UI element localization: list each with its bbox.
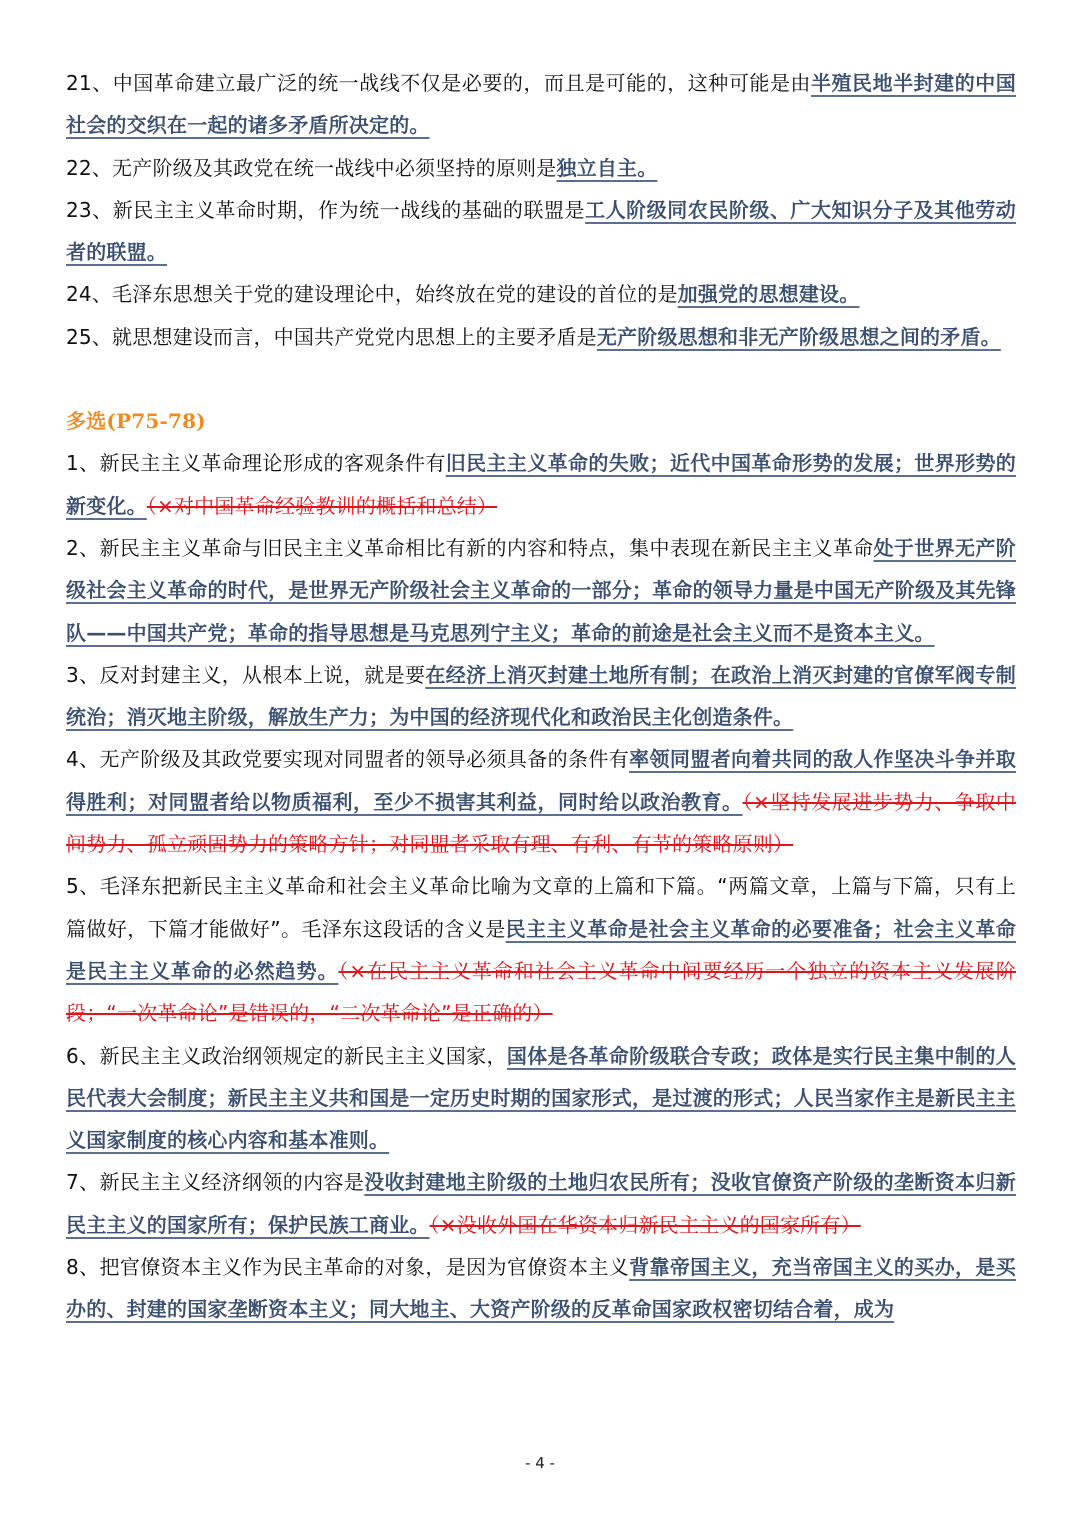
multi-question-1 [66,442,1016,527]
question-stem: 22、无产阶级及其政党在统一战线中必须坚持的原则是 [66,155,557,180]
question-stem: 5、毛泽东把新民主主义革命和社会主义革命比喻为文章的上篇和下篇。“两篇文章，上篇与下篇，只有上篇做好，下篇才能做好”。毛泽东这段话的含义是 [66,874,1016,941]
answer-text: 国体是各革命阶级联合专政；政体是实行民主集中制的人民代表大会制度；新民主主义共和国是一定历史时期的国家形式，是过渡的形式；人民当家作主是新民主主义国家制度的核心内容和基本准则。 [66,1043,1016,1153]
question-25 [66,316,1016,358]
answer-text: 加强党的思想建设。 [677,282,860,307]
answer-text: 民主主义革命是社会主义革命的必要准备；社会主义革命是民主主义革命的必然趋势。 [66,916,1016,983]
multi-question-2 [66,527,1016,654]
multi-question-6 [66,1035,1016,1162]
question-stem: 6、新民主主义政治纲领规定的新民主主义国家， [66,1043,507,1068]
question-24 [66,273,1016,315]
question-stem: 25、就思想建设而言，中国共产党党内思想上的主要矛盾是 [66,324,597,349]
answer-text: 工人阶级同农民阶级、广大知识分子及其他劳动者的联盟。 [66,197,1016,265]
multi-question-3 [66,654,1016,739]
page-number: - 4 - [525,1454,555,1472]
question-stem: 23、新民主主义革命时期，作为统一战线的基础的联盟是 [66,197,586,222]
answer-text: 背靠帝国主义，充当帝国主义的买办，是买办的、封建的国家垄断资本主义；同大地主、大资产阶级的反革命国家政权密切结合着，成为 [66,1255,1016,1322]
answer-text: 旧民主主义革命的失败；近代中国革命形势的发展；世界形势的新变化。 [66,451,1016,518]
answer-text: 没收封建地主阶级的土地归农民所有；没收官僚资产阶级的垄断资本归新民主主义的国家所有；保护民族工商业。 [66,1170,1016,1237]
question-stem: 2、新民主主义革命与旧民主主义革命相比有新的内容和特点，集中表现在新民主主义革命 [66,535,874,560]
question-stem: 21、中国革命建立最广泛的统一战线不仅是必要的，而且是可能的，这种可能是由 [66,71,811,95]
answer-text: 在经济上消灭封建土地所有制；在政治上消灭封建的官僚军阀专制统治；消灭地主阶级，解放生产力；为中国的经济现代化和政治民主化创造条件。 [66,662,1016,730]
question-23 [66,189,1016,274]
wrong-option-note: （×对中国革命经验教训的概括和总结） [146,493,498,518]
multi-question-7 [66,1161,1016,1246]
multi-question-4 [66,738,1016,865]
answer-text: 独立自主。 [556,155,658,180]
question-stem: 24、毛泽东思想关于党的建设理论中，始终放在党的建设的首位的是 [66,282,678,307]
question-stem: 3、反对封建主义，从根本上说，就是要 [66,662,426,687]
multi-question-5 [66,865,1016,1034]
section-title-multiple-choice: 多选(P75-78) [66,409,206,434]
section-spacer [66,358,1016,400]
multi-question-8 [66,1246,1016,1331]
answer-text: 无产阶级思想和非无产阶级思想之间的矛盾。 [596,324,1001,349]
answer-text: 率领同盟者向着共同的敌人作坚决斗争并取得胜利；对同盟者给以物质福利，至少不损害其利益，同时给以政治教育。 [66,747,1016,814]
question-21 [66,62,1016,147]
question-stem: 1、新民主主义革命理论形成的客观条件有 [66,451,446,476]
question-22 [66,147,1016,189]
answer-text: 处于世界无产阶级社会主义革命的时代，是世界无产阶级社会主义革命的一部分；革命的领导力量是中国无产阶级及其先锋队——中国共产党；革命的指导思想是马克思列宁主义；革命的前途是社会主义而不是资本主义。 [66,535,1016,645]
question-stem: 4、无产阶级及其政党要实现对同盟者的领导必须具备的条件有 [66,747,630,772]
wrong-option-note: （×没收外国在华资本归新民主主义的国家所有） [429,1212,861,1237]
document-page [66,62,1016,1331]
question-stem: 8、把官僚资本主义作为民主革命的对象，是因为官僚资本主义 [66,1255,630,1280]
wrong-option-note: （×坚持发展进步势力、争取中间势力、孤立顽固势力的策略方针；对同盟者采取有理、有利、有节的策略原则） [66,789,1016,857]
question-stem: 7、新民主主义经济纲领的内容是 [66,1170,365,1195]
wrong-option-note: （×在民主主义革命和社会主义革命中间要经历一个独立的资本主义发展阶段；“一次革命论”是错误的，“二次革命论”是正确的） [66,958,1016,1026]
answer-text: 半殖民地半封建的中国社会的交织在一起的诸多矛盾所决定的。 [66,71,1016,138]
